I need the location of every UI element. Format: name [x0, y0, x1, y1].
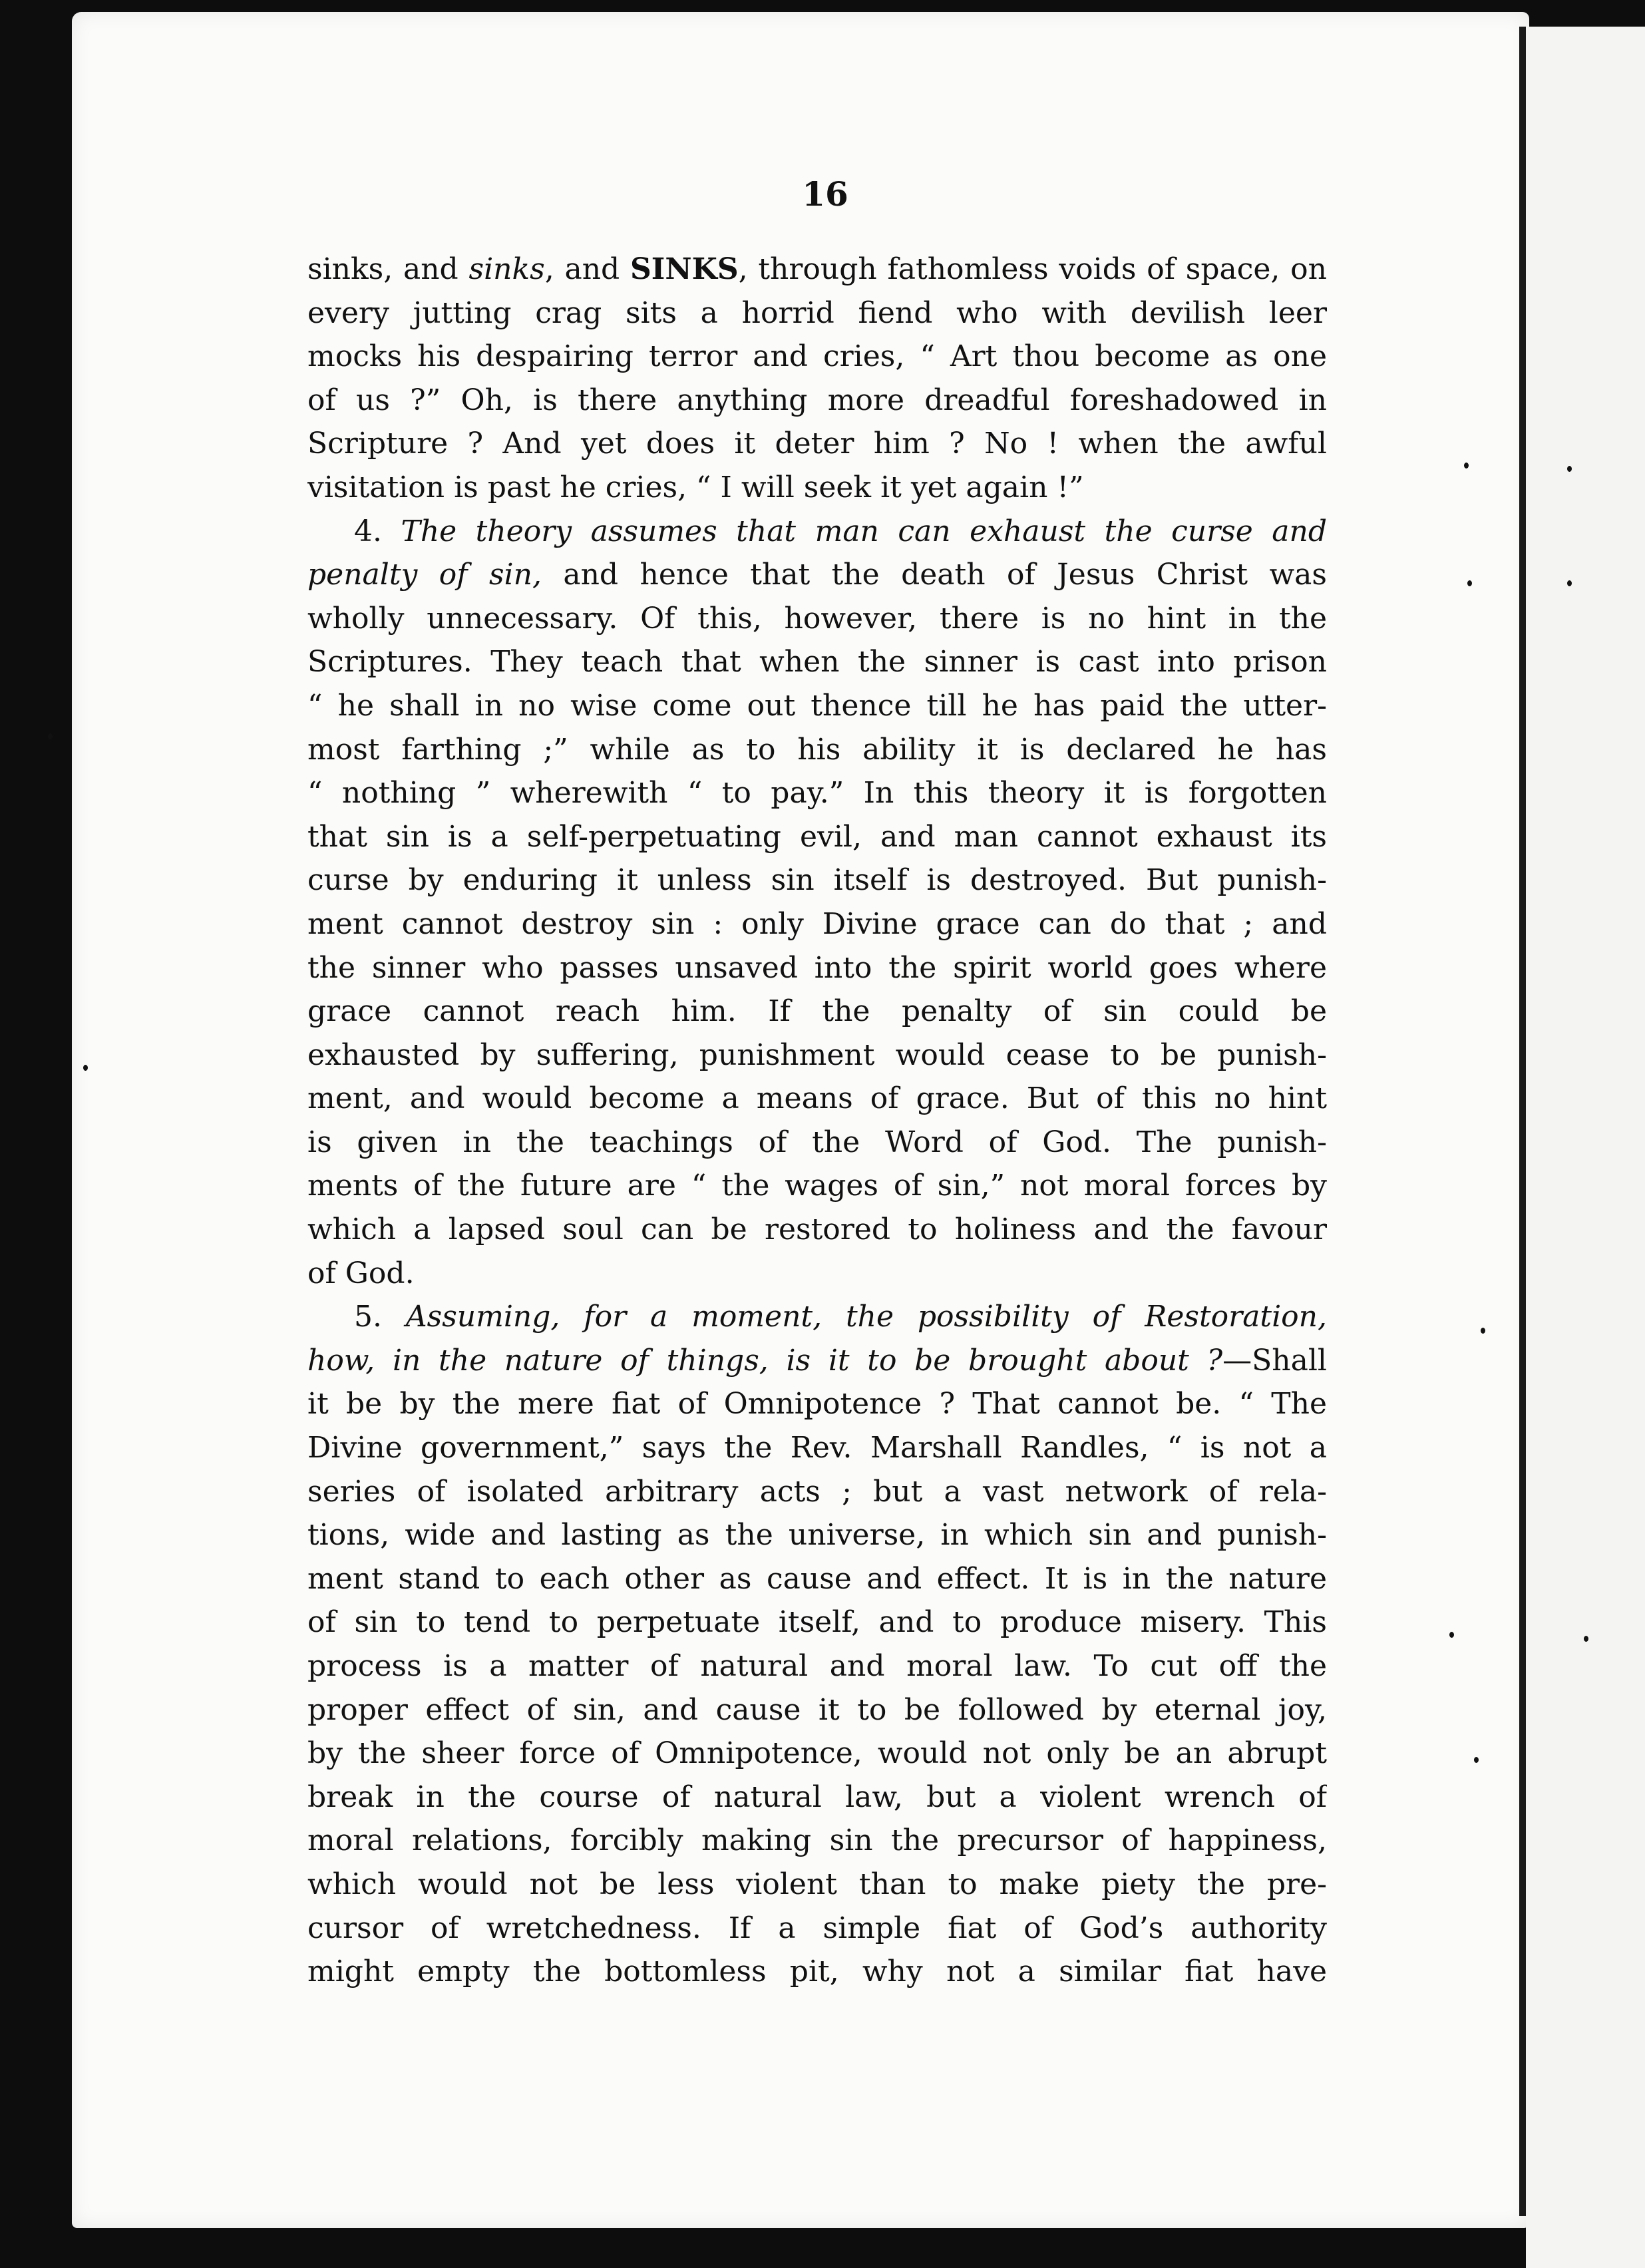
text-line: most farthing ;” while as to his ability it is declared he has [307, 732, 1327, 767]
text-line: break in the course of natural law, but a violent wrench of [307, 1780, 1327, 1814]
paragraph-4-heading: 4. The theory assumes that man can exhaust the curse and [354, 514, 1327, 548]
text-line: “ he shall in no wise come out thence till he has paid the utter- [307, 688, 1327, 723]
scan-speck [1464, 463, 1469, 469]
text-line: which a lapsed soul can be restored to holiness and the favour [307, 1213, 1327, 1247]
text-line: Scripture ? And yet does it deter him ? No ! when the awful [307, 427, 1327, 461]
scan-speck [1567, 466, 1572, 472]
text-line: ment cannot destroy sin : only Divine grace can do that ; and [307, 906, 1327, 941]
text-line: Divine government,” says the Rev. Marshall Randles, “ is not a [307, 1431, 1327, 1465]
text-line: it be by the mere fiat of Omnipotence ? That cannot be. “ The [307, 1387, 1327, 1421]
text-line: of sin to tend to perpetuate itself, and to produce misery. This [307, 1605, 1327, 1640]
text-line: which would not be less violent than to make piety the pre- [307, 1867, 1327, 1901]
scan-speck [1584, 1636, 1588, 1642]
text-line: sinks, and sinks, and SINKS, through fathomless voids of space, on [307, 252, 1327, 286]
text-line: of God. [307, 1256, 415, 1290]
text-line: series of isolated arbitrary acts ; but a vast network of rela- [307, 1474, 1327, 1509]
text-line: proper effect of sin, and cause it to be followed by eternal joy, [307, 1692, 1327, 1727]
text-line: process is a matter of natural and moral law. To cut off the [307, 1649, 1327, 1683]
text-line: exhausted by suffering, punishment would cease to be punish- [307, 1038, 1327, 1072]
scan-speck [1567, 580, 1572, 586]
text-line: how, in the nature of things, is it to be brought about ?—Shall [307, 1343, 1327, 1378]
body-text [307, 248, 1327, 1994]
scan-speck [1467, 580, 1472, 586]
scan-speck [1449, 1632, 1454, 1638]
text-line: penalty of sin, and hence that the death of Jesus Christ was [307, 558, 1327, 592]
text-line: curse by enduring it unless sin itself is destroyed. But punish- [307, 863, 1327, 898]
text-line: might empty the bottomless pit, why not a similar fiat have [307, 1955, 1327, 1989]
text-line: is given in the teachings of the Word of God. The punish- [307, 1125, 1327, 1159]
text-line: mocks his despairing terror and cries, “ Art thou become as one [307, 339, 1327, 374]
page-number: 16 [802, 174, 848, 214]
paragraph-5-heading: 5. Assuming, for a moment, the possibility of Restoration, [354, 1300, 1327, 1334]
text-line: the sinner who passes unsaved into the spirit world goes where [307, 950, 1327, 985]
text-line: tions, wide and lasting as the universe, in which sin and punish- [307, 1518, 1327, 1553]
text-line: Scriptures. They teach that when the sinner is cast into prison [307, 645, 1327, 679]
text-line: cursor of wretchedness. If a simple fiat of God’s authority [307, 1911, 1327, 1945]
text-line: ment stand to each other as cause and effect. It is in the nature [307, 1561, 1327, 1596]
scan-speck [83, 1065, 88, 1071]
scan-speck [1474, 1757, 1479, 1763]
scan-speck [1481, 1328, 1485, 1334]
text-line: wholly unnecessary. Of this, however, there is no hint in the [307, 601, 1327, 636]
text-line: grace cannot reach him. If the penalty of sin could be [307, 994, 1327, 1029]
text-line: of us ?” Oh, is there anything more dreadful foreshadowed in [307, 383, 1327, 417]
scan-speck [48, 733, 53, 739]
text-line: ments of the future are “ the wages of sin,” not moral forces by [307, 1169, 1327, 1203]
text-line: “ nothing ” wherewith “ to pay.” In this theory it is forgotten [307, 776, 1327, 811]
text-line: by the sheer force of Omnipotence, would not only be an abrupt [307, 1736, 1327, 1771]
text-line: that sin is a self-perpetuating evil, and man cannot exhaust its [307, 819, 1327, 854]
page-gutter-edge [1519, 27, 1526, 2216]
text-line: every jutting crag sits a horrid fiend who with devilish leer [307, 295, 1327, 330]
text-line: visitation is past he cries, “ I will seek it yet again !” [307, 470, 1084, 504]
facing-page-edge [1526, 27, 1645, 2268]
text-line: ment, and would become a means of grace. But of this no hint [307, 1081, 1327, 1116]
text-line: moral relations, forcibly making sin the precursor of happiness, [307, 1823, 1327, 1858]
